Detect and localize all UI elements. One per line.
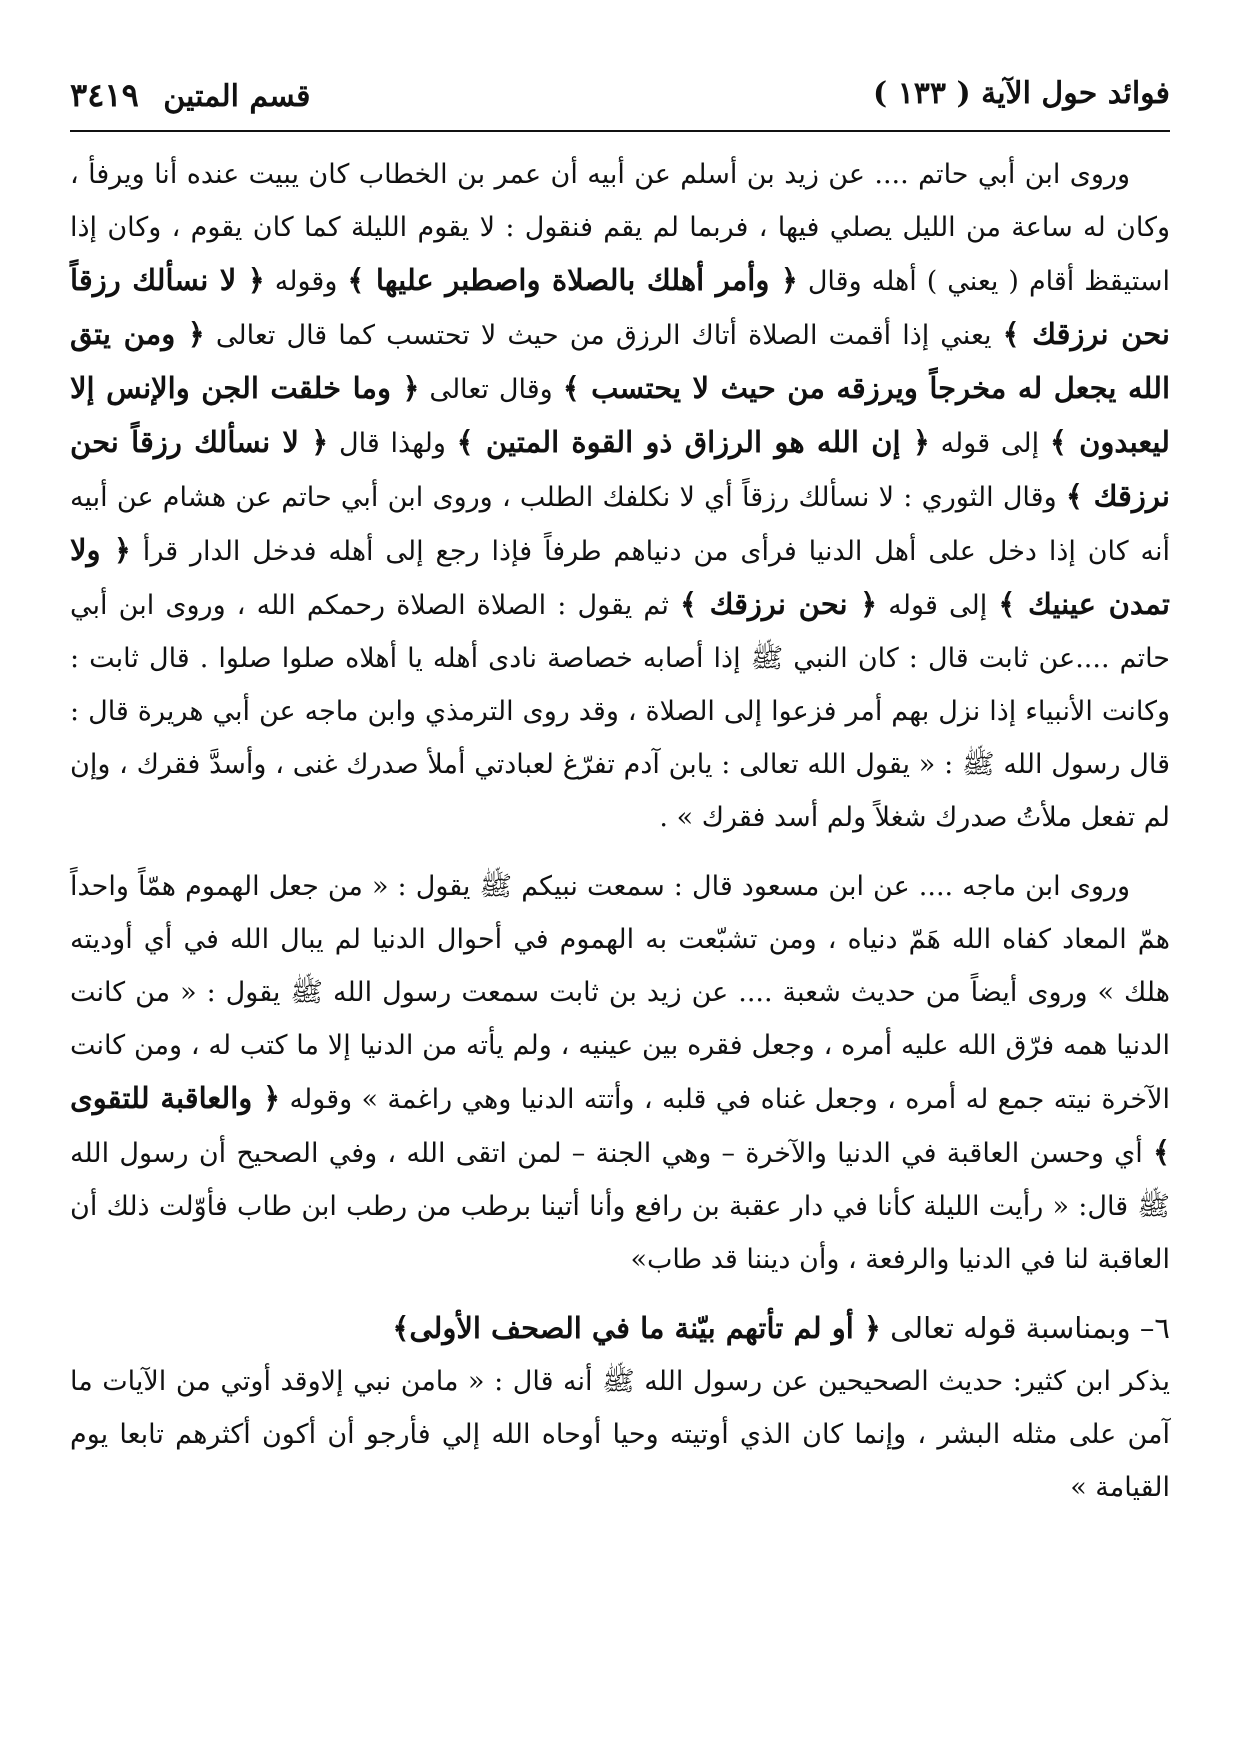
quran-verse: ﴿ وما خلقت الجن والإنس إلا ليعبدون ﴾ <box>70 371 1170 459</box>
text-run: وقال الثوري : لا نسألك رزقاً أي لا نكلفك الطلب ، وروى ابن أبي حاتم عن هشام عن أبيه أنه كان إذا دخل على أهل الدنيا فرأى من دنياهم طرفاً فإذا رجع إلى أهله فدخل الدار قرأ <box>70 482 1170 567</box>
quran-verse: ﴿ ولا تمدن عينيك ﴾ <box>70 533 1170 621</box>
section-6-verse: ﴿ أو لم تأتهم بيّنة ما في الصحف الأولى﴾ <box>392 1311 881 1345</box>
chapter-title: فوائد حول الآية ( ١٣٣ ) <box>873 76 1170 111</box>
text-run: أي وحسن العاقبة في الدنيا والآخرة – وهي الجنة – لمن اتقى الله ، وفي الصحيح أن رسول الله ﷺ قال: « رأيت الليلة كأنا في دار عقبة بن رافع وأنا أتينا برطب من رطب ابن طاب فأوّلت ذلك أن العاقبة لنا في الدنيا والرفعة ، وأن ديننا قد طاب» <box>70 1138 1170 1275</box>
running-header <box>70 70 1170 132</box>
quran-verse: ﴿ إن الله هو الرزاق ذو القوة المتين ﴾ <box>456 425 930 459</box>
quran-verse: ﴿ وأمر أهلك بالصلاة واصطبر عليها ﴾ <box>347 263 798 297</box>
quran-verse: ﴿ نحن نرزقك ﴾ <box>679 587 878 621</box>
text-run: ولهذا قال <box>328 428 457 459</box>
paragraph-2 <box>70 860 1170 1286</box>
quran-verse: ﴿ لا نسألك رزقاً نحن نرزقك ﴾ <box>70 263 1171 351</box>
quran-verse: ﴿ ومن يتق الله يجعل له مخرجاً ويرزقه من حيث لا يحتسب ﴾ <box>70 317 1170 405</box>
text-run: وروى ابن ماجه .... عن ابن مسعود قال : سمعت نبيكم ﷺ يقول : « من جعل الهموم همّاً واحداً همّ المعاد كفاه الله هَمّ دنياه ، ومن تشبّعت به الهموم في أحوال الدنيا لم يبال الله في أي أوديته هلك » وروى أيضاً من حديث شعبة .... عن زيد بن ثابت سمعت رسول الله ﷺ يقول : « من كانت الدنيا همه فرّق الله عليه أمره ، وجعل فقره بين عينيه ، ولم يأته من الدنيا إلا ما كتب له ، ومن كانت الآخرة نيته جمع له أمره ، وجعل غناه في قلبه ، وأتته الدنيا وهي راغمة » وقوله <box>70 871 1170 1115</box>
section-6-heading <box>70 1302 1170 1355</box>
text-run: وروى ابن أبي حاتم .... عن زيد بن أسلم عن أبيه أن عمر بن الخطاب كان يبيت عنده أنا ويرفأ ، وكان له ساعة من الليل يصلي فيها ، فربما لم يقم فنقول : لا يقوم الليلة كما كان يقوم ، وكان إذا استيقظ أقام ( يعني ) أهله وقال <box>70 159 1170 297</box>
page <box>70 70 1170 1710</box>
text-run: إلى قوله <box>929 428 1050 459</box>
page-number: ٣٤١٩ <box>70 76 139 114</box>
paragraph-3: يذكر ابن كثير: حديث الصحيحين عن رسول الله ﷺ أنه قال : « مامن نبي إلاوقد أوتي من الآيات ما آمن على مثله البشر ، وإنما كان الذي أوتيته وحيا أوحاه الله إلي فأرجو أن أكون أكثرهم تابعا يوم القيامة » <box>70 1366 1170 1503</box>
quran-verse: ﴿ والعاقبة للتقوى ﴾ <box>70 1081 1170 1169</box>
paragraph-1 <box>70 148 1170 844</box>
header-section-info <box>70 76 310 114</box>
text-run: يعني إذا أقمت الصلاة أتاك الرزق من حيث لا تحتسب كما قال تعالى <box>204 320 1003 351</box>
section-title: قسم المتين <box>163 79 311 114</box>
section-6-prefix: ٦– وبمناسبة قوله تعالى <box>880 1311 1170 1345</box>
quran-verse: ﴿ لا نسألك رزقاً نحن نرزقك ﴾ <box>70 425 1170 513</box>
text-run: إلى قوله <box>877 590 999 621</box>
text-run: ثم يقول : الصلاة الصلاة رحمكم الله ، وروى ابن أبي حاتم ....عن ثابت قال : كان النبي ﷺ إذا أصابه خصاصة نادى أهله يا أهلاه صلوا صلوا . قال ثابت : وكانت الأنبياء إذا نزل بهم أمر فزعوا إلى الصلاة ، وقد روى الترمذي وابن ماجه عن أبي هريرة قال : قال رسول الله ﷺ : « يقول الله تعالى : يابن آدم تفرّغ لعبادتي أملأ صدرك غنى ، وأسدَّ فقرك ، وإن لم تفعل ملأتُ صدرك شغلاً ولم أسد فقرك » . <box>70 590 1170 833</box>
body-text <box>70 148 1170 1514</box>
text-run: وقوله <box>264 266 348 297</box>
text-run: وقال تعالى <box>419 374 563 405</box>
